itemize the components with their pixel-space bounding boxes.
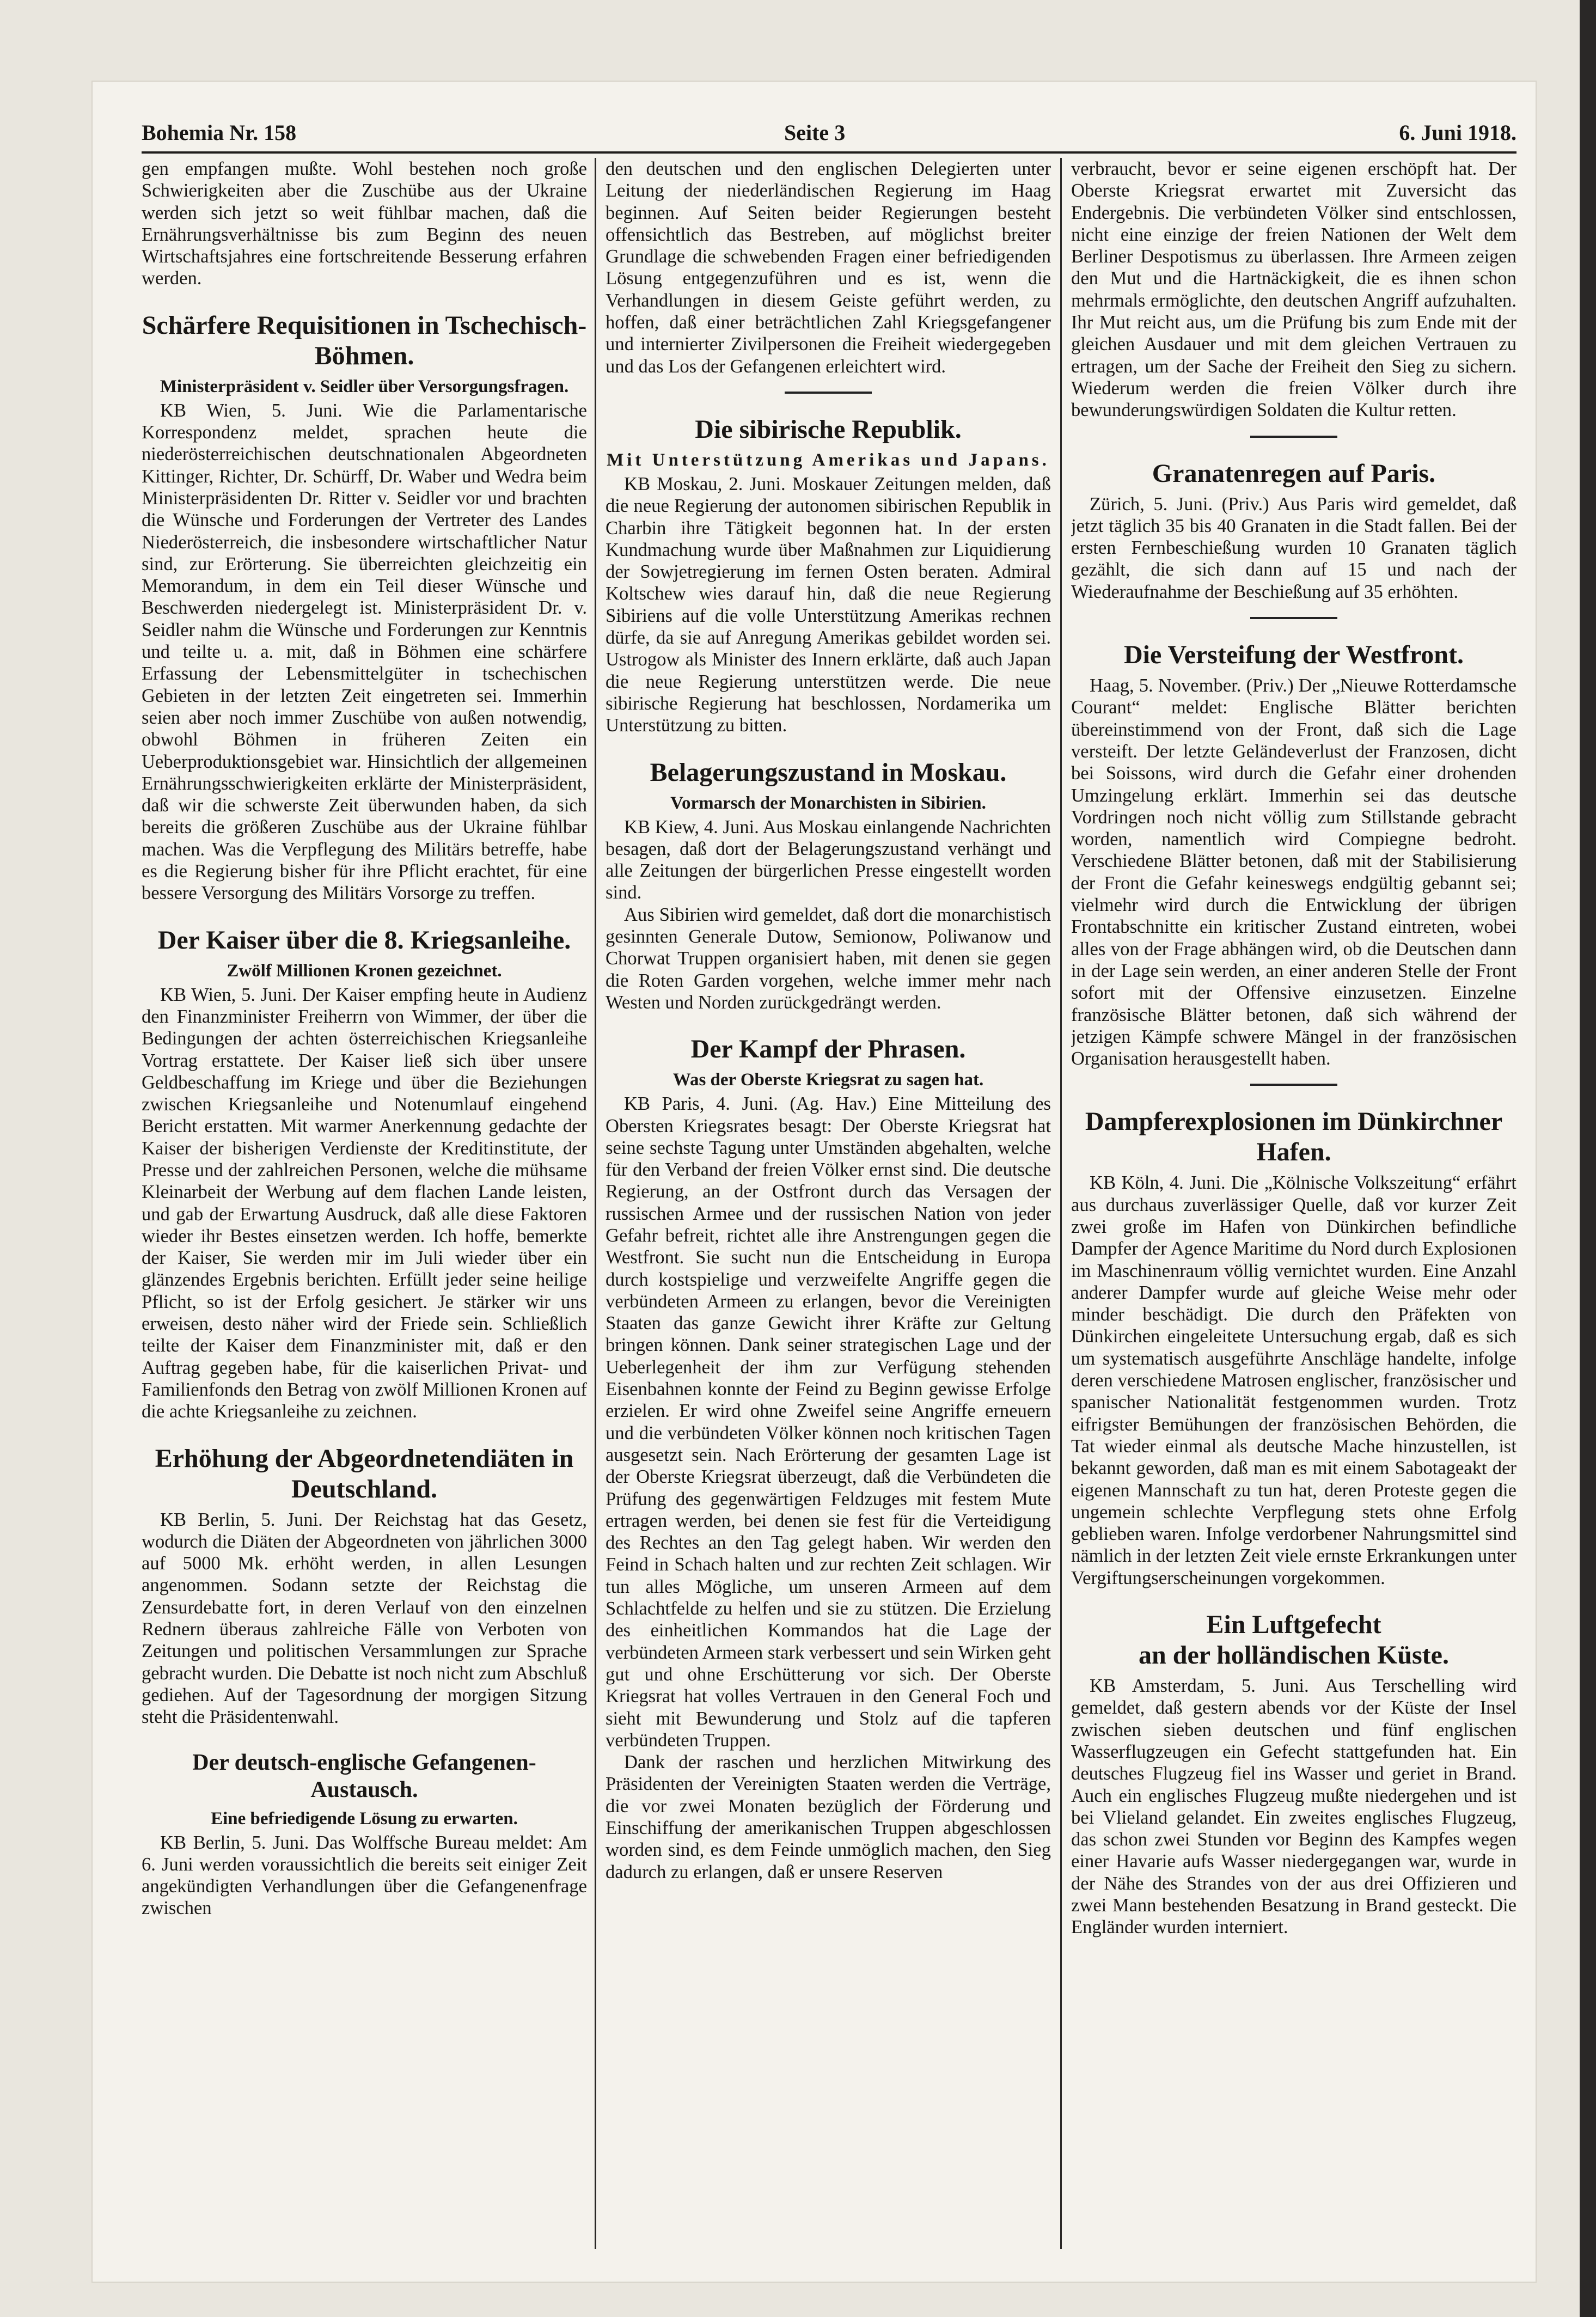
- article-headline: Belagerungszustand in Moskau.: [650, 757, 1007, 787]
- article-body: KB Wien, 5. Juni. Der Kaiser empfing heute in Audienz den Finanzminister Freiherrn von Wimmer, der über die Bedingungen der achten österreichischen Kriegsanleihe Vortrag erstattete. Der Kaiser ließ sich über unsere Geldbeschaffung im Kriege und über die Beziehungen zwischen Kriegsanleihe und Notenumlauf eingehend Bericht erstatten. Mit warmer Anerkennung gedachte der Kaiser der bisherigen Verdienste der Kreditinstitute, der Presse und der zahlreichen Personen, welche die mühsame Kleinarbeit der Werbung auf dem flachen Lande leisten, und gab der Erwartung Ausdruck, daß alle diese Faktoren wieder ihr Bestes einsetzen werden. Ich hoffe, bemerkte der Kaiser, Sie werden mir im Juli wieder über ein glänzendes Ergebnis berichten. Erfüllt jeder seine heilige Pflicht, so ist der Erfolg gesichert. Je stärker wir uns erweisen, desto näher wird der Friede sein. Schließlich teilte der Kaiser dem Finanzminister mit, daß er den Auftrag gegeben habe, für die kaiserlichen Privat- und Familienfonds den Betrag von zwölf Millionen Kronen auf die achte Kriegsanleihe zu zeichnen.: [142, 984, 587, 1422]
- masthead-issue: Bohemia Nr. 158: [142, 120, 297, 145]
- column-1: [142, 158, 587, 2260]
- article-headline: Die Versteifung der Westfront.: [1124, 640, 1464, 670]
- article-headline: Dampferexplosionen im Dünkirchner Hafen.: [1085, 1107, 1503, 1167]
- article-headline: Der Kampf der Phrasen.: [690, 1035, 966, 1064]
- article-subheadline: Ministerpräsident v. Seidler über Versorgungsfragen.: [160, 376, 569, 396]
- article-body: Aus Sibirien wird gemeldet, daß dort die monarchistisch gesinnten Generale Dutow, Semionow, Poliwanow und Chorwat Truppen organisiert haben, mit denen sie gegen die Roten Garden vorgehen, welche immer mehr nach Westen und Norden zurückgedrängt werden.: [606, 904, 1051, 1013]
- article-separator: [1250, 617, 1337, 619]
- article-separator: [785, 392, 872, 394]
- column-3: [1071, 158, 1516, 2260]
- article-subheadline: Was der Oberste Kriegsrat zu sagen hat.: [672, 1070, 984, 1090]
- article-headline: Die sibirische Republik.: [695, 414, 962, 444]
- article-body: KB Paris, 4. Juni. (Ag. Hav.) Eine Mitteilung des Obersten Kriegsrates besagt: Der Oberste Kriegsrat hat seine sechste Tagung unter Umständen abgehalten, welche für den Verband der freien Völker ernst sind. Die deutsche Regierung, an der Ostfront durch das Versagen der russischen Armee und der russischen Nation von jeder Gefahr befreit, richtet alle ihre Anstrengungen gegen die Westfront. Sie sucht nun die Entscheidung in Europa durch kostspielige und verzweifelte Angriffe gegen die verbündeten Armeen zu erlangen, bevor die Vereinigten Staaten das ganze Gewicht ihrer Kräfte zur Geltung bringen können. Dank seiner strategischen Lage und der Ueberlegenheit der ihm zur Verfügung stehenden Eisenbahnen konnte der Feind zu Beginn gewisse Erfolge erzielen. Er wird ohne Zweifel seine Angriffe erneuern und die verbündeten Völker können noch kritischen Tagen ausgesetzt sein. Nach Erörterung der gesamten Lage ist der Oberste Kriegsrat überzeugt, daß die Verbündeten die Prüfung des gegenwärtigen Feldzuges mit festem Mute ertragen werden, bei denen sie fest für die Verteidigung des Rechtes an den Tag gelegt haben. Wir werden den Feind in Schach halten und zur rechten Zeit schlagen. Wir tun alles Mögliche, um unseren Armeen auf dem Schlachtfelde zu helfen und sie zu stützen. Die Erzielung des einheitlichen Kommandos hat die Lage der verbündeten Armeen stark verbessert und sein Wirken geht gut und ohne Erschütterung vor sich. Der Oberste Kriegsrat hat volles Vertrauen in den General Foch und sieht mit Bewunderung und Stolz auf die tapferen verbündeten Truppen.: [606, 1093, 1051, 1751]
- continued-paragraph: gen empfangen mußte. Wohl bestehen noch große Schwierigkeiten aber die Zuschübe aus der Ukraine werden sich jetzt so weit fühlbar machen, daß die Ernährungsverhältnisse bis zum Beginn des neuen Wirtschaftsjahres eine fortschreitende Besserung erfahren werden.: [142, 158, 587, 289]
- issue-date: 6. Juni 1918.: [1399, 120, 1516, 145]
- article-body: Dank der raschen und herzlichen Mitwirkung des Präsidenten der Vereinigten Staaten werden die Verträge, die vor zwei Monaten bezüglich der Förderung und Einschiffung der amerikanischen Truppen abgeschlossen worden sind, es dem Feinde unmöglich machen, den Sieg dadurch zu erlangen, daß er unsere Reserven: [606, 1752, 1051, 1882]
- article-body: KB Amsterdam, 5. Juni. Aus Terschelling wird gemeldet, daß gestern abends vor der Küste der Insel zwischen sieben deutschen und fünf englischen Wasserflugzeugen ein Gefecht stattgefunden hat. Ein deutsches Flugzeug fiel ins Wasser und geriet in Brand. Auch ein englisches Flugzeug mußte niedergehen und ist bei Vlieland gelandet. Ein zweites englisches Flugzeug, das schon zwei Stunden vor Beginn des Kampfes wegen einer Havarie aufs Wasser niedergegangen war, wurde in der Nähe des Strandes von der aus drei Offizieren und zwei Mann bestehenden Besatzung in Brand gesteckt. Die Engländer wurden interniert.: [1071, 1676, 1516, 1938]
- column-2: [606, 158, 1051, 2260]
- newspaper-page: [93, 82, 1536, 2282]
- article-separator: [1250, 436, 1337, 438]
- article-body: KB Wien, 5. Juni. Wie die Parlamentarische Korrespondenz meldet, sprachen heute die niederösterreichischen deutschnationalen Abgeordneten Kittinger, Richter, Dr. Schürff, Dr. Waber und Wedra beim Ministerpräsidenten Dr. Ritter v. Seidler vor und brachten die Wünsche und Forderungen der Vertreter des Landes Niederösterreich, die insbesondere wirtschaftlicher Natur sind, zur Erörterung. Sie überreichten gleichzeitig ein Memorandum, in dem ein Teil dieser Wünsche und Beschwerden niedergelegt ist. Ministerpräsident Dr. v. Seidler nahm die Wünsche und Forderungen zur Kenntnis und teilte u. a. mit, daß in Böhmen eine schärfere Erfassung der Lebensmittelgüter in tschechischen Gebieten in der letzten Zeit eingetreten sei. Immerhin seien aber noch immer Zuschübe von außen notwendig, obwohl Böhmen in früheren Zeiten ein Ueberproduktionsgebiet war. Hinsichtlich der allgemeinen Ernährungsschwierigkeiten erklärte der Ministerpräsident, daß wir die schwerste Zeit überwunden haben, da sich bereits die größeren Zuschübe aus der Ukraine fühlbar machen. Was die Verpflegung des Militärs betreffe, habe es die Regierung bisher für ihre Pflicht erachtet, für eine bessere Versorgung des Militärs Vorsorge zu treffen.: [142, 400, 587, 904]
- article-subheadline: Zwölf Millionen Kronen gezeichnet.: [227, 961, 502, 981]
- continued-paragraph: den deutschen und den englischen Delegierten unter Leitung der niederländischen Regierung im Haag beginnen. Auf Seiten beider Regierungen besteht offensichtlich das Bestreben, auf möglichst breiter Grundlage die schwebenden Fragen einer befriedigenden Lösung entgegenzuführen und es ist, wenn die Verhandlungen in diesem Geiste geführt werden, zu hoffen, daß einer beträchtlichen Zahl Kriegsgefangener und internierter Zivilpersonen die Freiheit wiedergegeben und das Los der Gefangenen erleichtert wird.: [606, 158, 1051, 377]
- article-headline: Schärfere Requisitionen in Tschechisch-Böhmen.: [142, 310, 587, 370]
- article-body: KB Moskau, 2. Juni. Moskauer Zeitungen melden, daß die neue Regierung der autonomen sibirischen Republik in Charbin ihre Tätigkeit begonnen hat. In der ersten Kundmachung wurde über Maßnahmen zur Liquidierung der Sowjetregierung im fernen Osten beraten. Admiral Koltschew wies darauf hin, daß die neue Regierung Sibiriens auf die volle Unterstützung Amerikas rechnen dürfe, da sie auf Anregung Amerikas gebildet worden sei. Ustrogow als Minister des Innern erklärte, daß auch Japan die neue Regierung unterstützen werde. Die neue sibirische Regierung hat beschlossen, Nordamerika um Unterstützung zu bitten.: [606, 473, 1051, 736]
- article-headline: Erhöhung der Abgeordnetendiäten in Deutschland.: [155, 1444, 574, 1503]
- article-headline: Ein Luftgefecht: [1206, 1610, 1381, 1640]
- article-body: Haag, 5. November. (Priv.) Der „Nieuwe Rotterdamsche Courant“ meldet: Englische Blätter berichten übereinstimmend von der Front, daß sich die Lage versteift. Der letzte Geländeverlust der Franzosen, dicht bei Soissons, wird durch die Gefahr einer drohenden Umzingelung erklärt. Immerhin sei das deutsche Vordringen noch nicht völlig zum Stillstande gebracht worden, namentlich wird Compiegne bedroht. Verschiedene Blätter betonen, daß mit der Stabilisierung der Front die Gefahr keineswegs endgültig gebannt sei; vielmehr wird durch die Entwicklung der übrigen Frontabschnitte ein kritischer Zustand eintreten, wobei alles von der Frage abhängen wird, ob die Deutschen dann in der Lage sein werden, an einer anderen Stelle der Front sofort mit der Offensive einzusetzen. Einzelne französische Blätter betonen, daß sich während der jetzigen Kämpfe schwere Mängel in der französischen Organisation herausgestellt haben.: [1071, 675, 1516, 1069]
- scan-edge: [1580, 0, 1596, 2317]
- article-separator: [1250, 1084, 1337, 1086]
- article-headline: Der deutsch-englische Gefangenen-Austausch.: [192, 1750, 536, 1802]
- article-body: KB Kiew, 4. Juni. Aus Moskau einlangende Nachrichten besagen, daß dort der Belagerungszustand verhängt und alle Zeitungen der bürgerlichen Presse eingestellt worden sind.: [606, 816, 1051, 903]
- article-body: KB Berlin, 5. Juni. Das Wolffsche Bureau meldet: Am 6. Juni werden voraussichtlich die bereits seit einiger Zeit angekündigten Verhandlungen über die Gefangenenfrage zwischen: [142, 1832, 587, 1919]
- continued-paragraph: verbraucht, bevor er seine eigenen erschöpft hat. Der Oberste Kriegsrat erwartet mit Zuversicht das Endergebnis. Die verbündeten Völker sind entschlossen, nicht eine einzige der freien Nationen der Welt dem Berliner Despotismus zu überlassen. Ihre Armeen zeigen den Mut und die Hartnäckigkeit, die es ihnen schon mehrmals ermöglichte, den deutschen Angriff aufzuhalten. Ihr Mut reicht aus, um die Prüfung bis zum Ende mit der gleichen Ausdauer und mit dem gleichen Vertrauen zu ertragen, um der Sache der Freiheit den Sieg zu sichern. Wiederum werden die freien Völker durch ihre bewunderungswürdigen Soldaten die Kultur retten.: [1071, 158, 1516, 421]
- article-body: KB Berlin, 5. Juni. Der Reichstag hat das Gesetz, wodurch die Diäten der Abgeordneten von jährlichen 3000 auf 5000 Mk. erhöht werden, in allen Lesungen angenommen. Sodann setzte der Reichstag die Zensurdebatte fort, in deren Verlauf von den einzelnen Rednern überaus zahlreiche Fälle von Verboten von Zeitungen und politischen Versammlungen zur Sprache gebracht wurden. Die Debatte ist noch nicht zum Abschluß gediehen. Auf der Tagesordnung der morgigen Sitzung steht die Präsidentenwahl.: [142, 1509, 587, 1728]
- page-number: Seite 3: [784, 120, 846, 145]
- article-body: Zürich, 5. Juni. (Priv.) Aus Paris wird gemeldet, daß jetzt täglich 35 bis 40 Granaten in die Stadt fallen. Bei der ersten Fernbeschießung wurden 10 Granaten täglich gezählt, die sich dann auf 15 und nach der Wiederaufnahme der Beschießung auf 35 erhöhten.: [1071, 493, 1516, 602]
- article-headline-line-2: an der holländischen Küste.: [1139, 1641, 1449, 1670]
- article-body: KB Köln, 4. Juni. Die „Kölnische Volkszeitung“ erfährt aus durchaus zuverlässiger Quelle, daß vor kurzer Zeit zwei große im Hafen von Dünkirchen befindliche Dampfer der Agence Maritime du Nord durch Explosionen im Maschinenraum völlig vernichtet wurden. Eine Anzahl anderer Dampfer wurde auf gleiche Weise mehr oder minder beschädigt. Die durch den Präfekten von Dünkirchen eingeleitete Untersuchung ergab, daß es sich um systematisch ausgeführte Anschläge handelte, infolge deren verschiedene Matrosen englischer, französischer und spanischer Nationalität festgenommen wurden. Trotz eifrigster Bemühungen der französischen Behörden, die Tat wieder einmal als deutsche Mache hinzustellen, ist bekannt geworden, daß man es mit einem Sabotageakt der eigenen Mannschaft zu tun hat, deren Proteste gegen die ungemein schlechte Verpflegung stets ohne Erfolg geblieben waren. Infolge verdorbener Nahrungsmittel sind nämlich in der letzten Zeit viele ernste Erkrankungen unter Vergiftungserscheinungen vorgekommen.: [1071, 1172, 1516, 1588]
- article-subheadline: Vormarsch der Monarchisten in Sibirien.: [670, 793, 986, 813]
- page-header: [142, 115, 1516, 148]
- column-divider-2: [1060, 158, 1062, 2249]
- article-subheadline: Eine befriedigende Lösung zu erwarten.: [211, 1808, 518, 1829]
- article-headline: Der Kaiser über die 8. Kriegsanleihe.: [157, 925, 571, 955]
- header-rule: [142, 151, 1516, 154]
- article-headline: Granatenregen auf Paris.: [1152, 458, 1436, 488]
- article-subheadline: Mit Unterstützung Amerikas und Japans.: [607, 450, 1050, 470]
- column-divider-1: [595, 158, 596, 2249]
